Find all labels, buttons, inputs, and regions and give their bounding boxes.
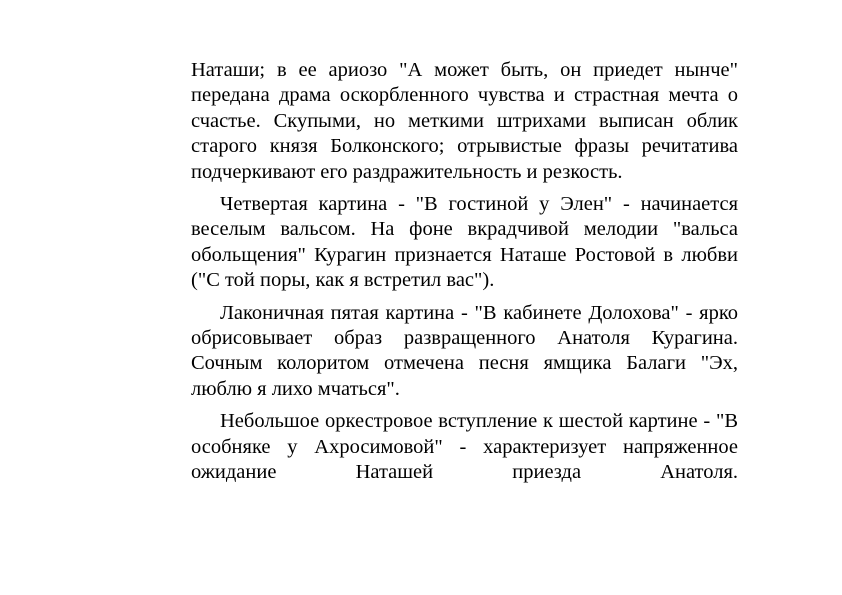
paragraph-3: Лаконичная пятая картина - "В кабинете Долохова" - ярко обрисовывает образ развращенного Анатоля Курагина. Сочным колоритом отмечена песня ямщика Балаги "Эх, люблю я лихо мчаться". xyxy=(191,301,738,400)
paragraph-1: Наташи; в ее ариозо "А может быть, он приедет нынче" передана драма оскорбленного чувства и страстная мечта о счастье. Скупыми, но меткими штрихами выписан облик старого князя Болконского; отрывистые фразы речитатива подчеркивают его раздражительность и резкость. xyxy=(191,59,738,183)
document-text xyxy=(191,58,738,486)
paragraph-2: Четвертая картина - "В гостиной у Элен" - начинается веселым вальсом. На фоне вкрадчивой мелодии "вальса обольщения" Курагин признается Наташе Ростовой в любви ("С той поры, как я встретил вас"). xyxy=(191,193,738,292)
paragraph-4: Небольшое оркестровое вступление к шестой картине - "В особняке у Ахросимовой" - характеризует напряженное ожидание Наташей приезда Анатоля. xyxy=(191,410,738,484)
